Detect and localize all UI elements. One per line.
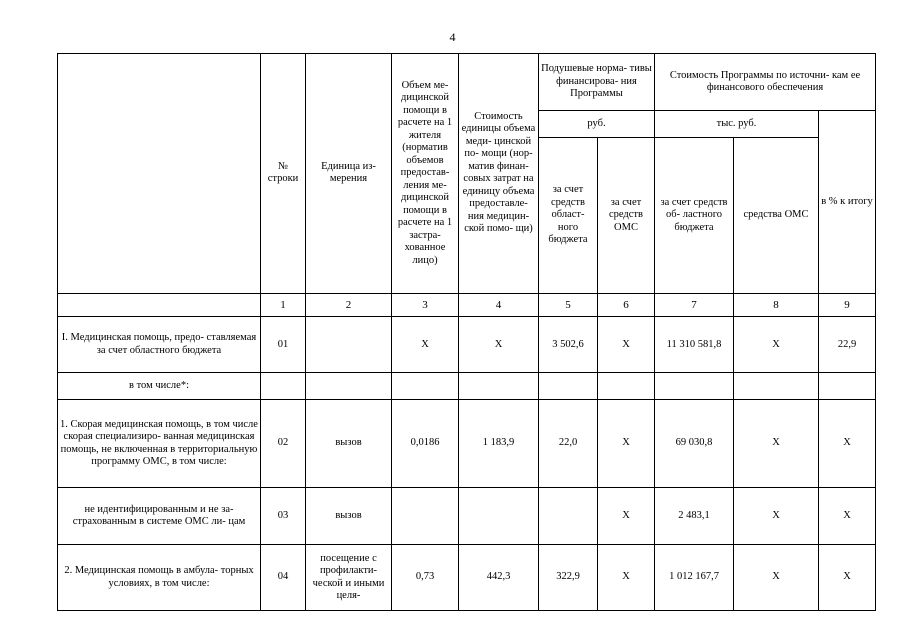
header-row-no: № строки (261, 54, 306, 294)
row-volume: 0,73 (392, 545, 459, 611)
row-per-capita-oms: X (598, 317, 655, 373)
row-number: 04 (261, 545, 306, 611)
header-cost-unit: Стоимость единицы объема меди- цинской по- мощи (нор- матив финан- совых затрат на единицу объема предоставле- ния медицин- ской помо- щи) (459, 54, 539, 294)
row-total-budget: 1 012 167,7 (655, 545, 734, 611)
row-cost: X (459, 317, 539, 373)
row-unit: посещение с профилакти- ческой и иными целя- (306, 545, 392, 611)
row-per-capita-oms (598, 373, 655, 400)
row-unit: вызов (306, 488, 392, 545)
table-row (58, 317, 876, 373)
row-per-capita-budget (539, 488, 598, 545)
column-number: 7 (655, 293, 734, 317)
column-number: 3 (392, 293, 459, 317)
row-total-oms: X (734, 545, 819, 611)
column-number-blank (58, 293, 261, 317)
header-per-capita: Подушевые норма- тивы финансирова- ния Программы (539, 54, 655, 111)
row-per-capita-budget: 3 502,6 (539, 317, 598, 373)
row-total-oms: X (734, 488, 819, 545)
row-unit: вызов (306, 400, 392, 488)
row-total-budget (655, 373, 734, 400)
page-number: 4 (449, 30, 456, 44)
row-total-budget: 11 310 581,8 (655, 317, 734, 373)
row-total-budget: 2 483,1 (655, 488, 734, 545)
row-cost: 442,3 (459, 545, 539, 611)
row-unit (306, 317, 392, 373)
row-volume: X (392, 317, 459, 373)
row-label: I. Медицинская помощь, предо- ставляемая за счет областного бюджета (58, 317, 261, 373)
header-oms-funds-2: средства ОМС (734, 137, 819, 293)
row-number: 01 (261, 317, 306, 373)
header-label-col (58, 54, 261, 294)
row-total-oms (734, 373, 819, 400)
header-rub: руб. (539, 111, 655, 138)
row-per-capita-oms: X (598, 400, 655, 488)
row-per-capita-oms: X (598, 488, 655, 545)
column-number: 2 (306, 293, 392, 317)
table-row (58, 373, 876, 400)
row-volume (392, 488, 459, 545)
row-cost (459, 373, 539, 400)
column-number: 1 (261, 293, 306, 317)
row-per-capita-oms: X (598, 545, 655, 611)
table-row (58, 545, 876, 611)
row-label: в том числе*: (58, 373, 261, 400)
row-number: 02 (261, 400, 306, 488)
header-program-cost: Стоимость Программы по источни- кам ее финансового обеспечения (655, 54, 876, 111)
row-percent: 22,9 (819, 317, 876, 373)
row-number (261, 373, 306, 400)
column-number: 9 (819, 293, 876, 317)
column-number-row (58, 293, 876, 317)
header-volume: Объем ме- дицинской помощи в расчете на 1 жителя (норматив объемов предостав- ления ме- дицинской помощи в расчете на 1 застра- хованное лицо) (392, 54, 459, 294)
column-number: 8 (734, 293, 819, 317)
header-regional-budget-2: за счет средств об- ластного бюджета (655, 137, 734, 293)
column-number: 5 (539, 293, 598, 317)
row-volume: 0,0186 (392, 400, 459, 488)
header-percent-total: в % к итогу (819, 111, 876, 293)
row-total-oms: X (734, 400, 819, 488)
row-label: 1. Скорая медицинская помощь, в том числе скорая специализиро- ванная медицинская помощь, не включенная в территориальную программу ОМС, в том числе: (58, 400, 261, 488)
row-per-capita-budget: 22,0 (539, 400, 598, 488)
row-total-budget: 69 030,8 (655, 400, 734, 488)
header-regional-budget: за счет средств област- ного бюджета (539, 137, 598, 293)
table-row (58, 400, 876, 488)
row-per-capita-budget: 322,9 (539, 545, 598, 611)
row-percent: X (819, 545, 876, 611)
header-unit: Единица из- мерения (306, 54, 392, 294)
row-percent: X (819, 400, 876, 488)
program-cost-table (57, 53, 876, 611)
column-number: 4 (459, 293, 539, 317)
row-label: не идентифицированным и не за- страхованным в системе ОМС ли- цам (58, 488, 261, 545)
row-label: 2. Медицинская помощь в амбула- торных условиях, в том числе: (58, 545, 261, 611)
row-number: 03 (261, 488, 306, 545)
row-cost (459, 488, 539, 545)
row-volume (392, 373, 459, 400)
header-oms-funds: за счет средств ОМС (598, 137, 655, 293)
row-cost: 1 183,9 (459, 400, 539, 488)
table-row (58, 488, 876, 545)
row-percent (819, 373, 876, 400)
row-unit (306, 373, 392, 400)
row-percent: X (819, 488, 876, 545)
row-total-oms: X (734, 317, 819, 373)
column-number: 6 (598, 293, 655, 317)
header-thous-rub: тыс. руб. (655, 111, 819, 138)
row-per-capita-budget (539, 373, 598, 400)
